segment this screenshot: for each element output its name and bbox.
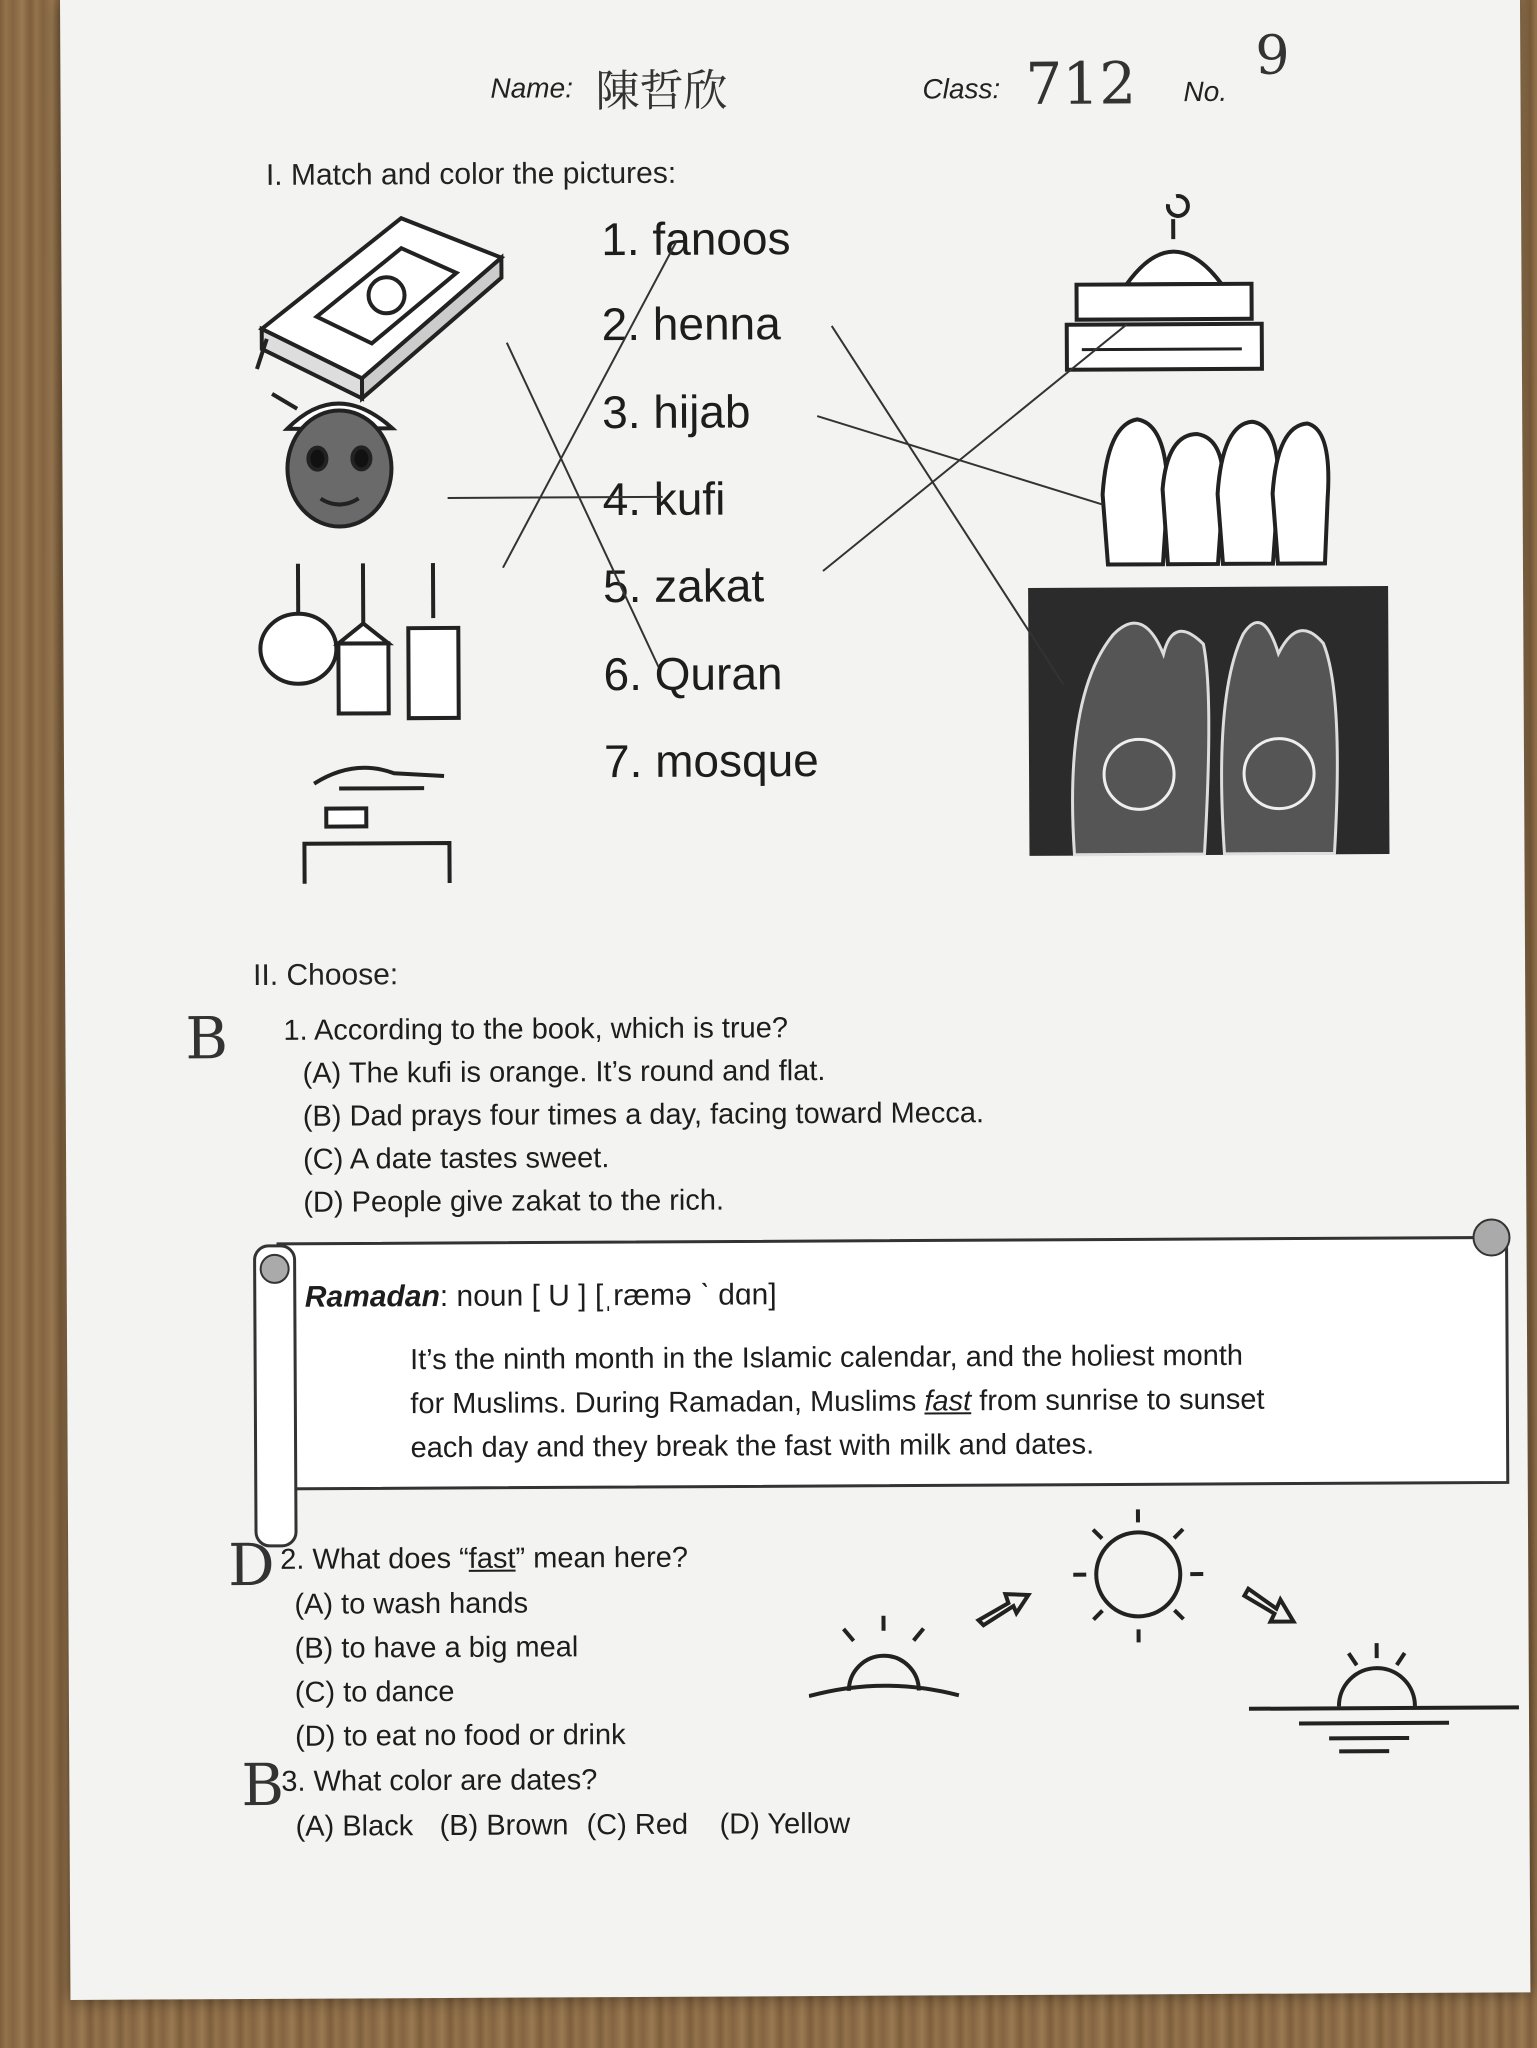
zakat-box-picture	[304, 767, 450, 883]
no-label: No.	[1183, 75, 1228, 108]
class-label: Class:	[922, 73, 1001, 105]
name-value: 陳哲欣	[595, 65, 728, 118]
q2-answer: D	[228, 1530, 275, 1600]
henna-hands-picture	[1028, 586, 1389, 856]
word-hijab: 3. hijab	[602, 385, 751, 439]
q1-option-d: (D) People give zakat to the rich.	[303, 1184, 725, 1219]
q1-option-c: (C) A date tastes sweet.	[302, 1142, 610, 1176]
q3-answer: B	[241, 1750, 285, 1820]
q3-option-b: (B) Brown	[439, 1809, 569, 1843]
word-zakat: 5. zakat	[602, 559, 765, 613]
q3-option-d: (D) Yellow	[719, 1807, 851, 1841]
word-henna: 2. henna	[601, 297, 781, 351]
definition-term: Ramadan	[304, 1280, 440, 1314]
word-mosque: 7. mosque	[603, 734, 819, 788]
hijab-women-picture	[1102, 418, 1329, 564]
definition-line-3: each day and they break the fast with milk and dates.	[410, 1428, 1095, 1465]
kufi-boy-picture	[272, 393, 393, 527]
q1-option-b: (B) Dad prays four times a day, facing toward Mecca.	[302, 1097, 985, 1133]
match-lines	[446, 239, 1128, 688]
q1-option-a: (A) The kufi is orange. It’s round and flat.	[302, 1055, 826, 1090]
q2-option-c: (C) to dance	[294, 1675, 455, 1709]
q3-option-c: (C) Red	[586, 1808, 689, 1842]
sunrise-sunset-illustration	[808, 1492, 1530, 1786]
word-quran: 6. Quran	[603, 647, 783, 701]
class-value: 712	[1025, 49, 1137, 118]
mosque-picture	[1066, 196, 1262, 370]
definition-line-2: for Muslims. During Ramadan, Muslims fast from sunrise to sunset	[410, 1383, 1265, 1421]
name-label: Name:	[490, 72, 574, 104]
word-fanoos: 1. fanoos	[601, 212, 791, 266]
q1-answer: B	[185, 1004, 229, 1073]
q2-option-b: (B) to have a big meal	[294, 1631, 579, 1665]
quran-book-picture	[256, 218, 502, 399]
definition-body	[410, 1333, 1461, 1470]
no-value: 9	[1255, 23, 1290, 87]
definition-headword	[305, 1278, 777, 1314]
definition-pos: : noun [ U ] [ˌræmə ˋ dɑn]	[439, 1278, 777, 1314]
fanoos-lanterns-picture	[260, 563, 459, 719]
matching-pictures	[60, 0, 1525, 920]
q3-question: 3. What color are dates?	[281, 1764, 598, 1798]
word-kufi: 4. kufi	[602, 472, 726, 526]
definition-line-1: It’s the ninth month in the Islamic calendar, and the holiest month	[410, 1339, 1244, 1377]
q2-option-d: (D) to eat no food or drink	[295, 1719, 626, 1753]
q2-option-a: (A) to wash hands	[294, 1587, 529, 1621]
section1-title: I. Match and color the pictures:	[265, 156, 677, 192]
q3-option-a: (A) Black	[295, 1810, 414, 1843]
q1-question: 1. According to the book, which is true?	[283, 1012, 789, 1047]
q2-question: 2. What does “fast” mean here?	[280, 1541, 689, 1576]
section2-title: II. Choose:	[253, 958, 399, 993]
worksheet-paper	[60, 0, 1530, 2000]
